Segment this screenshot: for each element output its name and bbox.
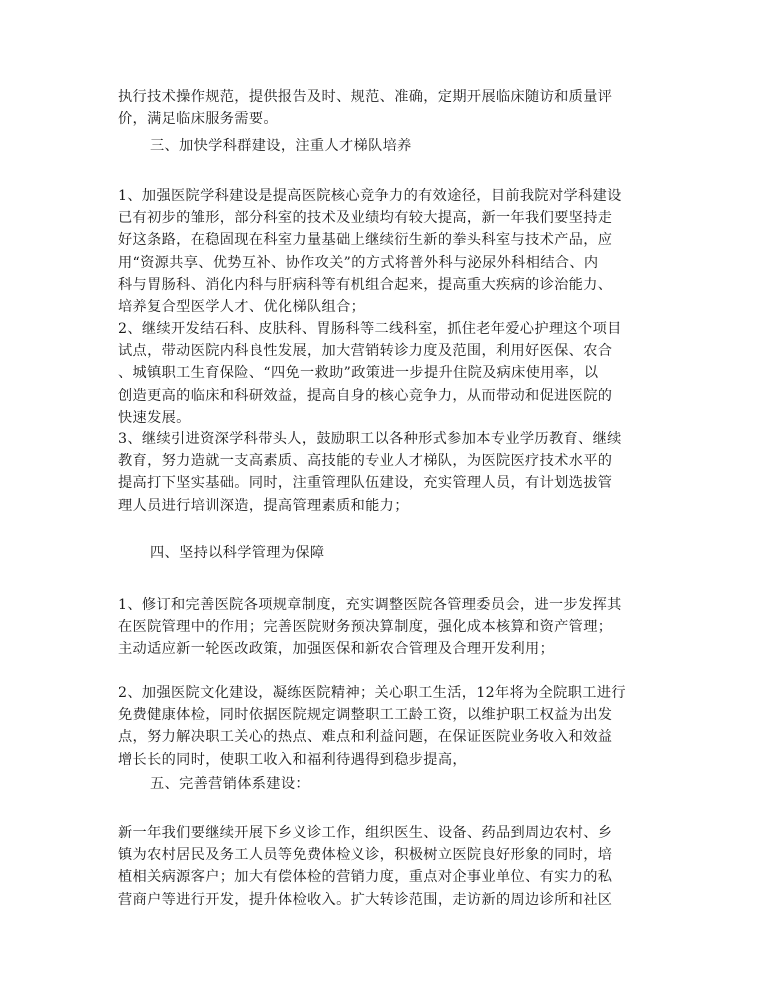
text-line: 增长长的同时，使职工收入和福利待遇得到稳步提高， xyxy=(118,751,467,768)
text-line: 1、加强医院学科建设是提高医院核心竞争力的有效途径，目前我院对学科建设 xyxy=(118,188,622,204)
text-line: 2、加强医院文化建设，凝练医院精神；关心职工生活，12年将为全院职工进行 xyxy=(118,685,626,701)
text-line: 创造更高的临床和科研效益，提高自身的核心竞争力，从而带动和促进医院的 xyxy=(118,387,613,404)
section-heading-5: 五、完善营销体系建设： xyxy=(150,776,310,792)
text-line: 点，努力解决职工关心的热点、难点和利益问题，在保证医院业务收入和效益 xyxy=(118,729,613,746)
text-line: 主动适应新一轮医改政策，加强医保和新农合管理及合理开发利用； xyxy=(118,641,555,658)
text-line: 免费健康体检，同时依据医院规定调整职工工龄工资，以维护职工权益为出发 xyxy=(118,707,613,724)
text-line: 已有初步的雏形，部分科室的技术及业绩均有较大提高，新一年我们要坚持走 xyxy=(118,210,613,227)
text-line: 新一年我们要继续开展下乡义诊工作，组织医生、设备、药品到周边农村、乡 xyxy=(118,825,613,841)
text-line: 营商户等进行开发，提升体检收入。扩大转诊范围，走访新的周边诊所和社区 xyxy=(118,891,613,908)
section-heading-3: 三、加快学科群建设，注重人才梯队培养 xyxy=(150,138,412,154)
paragraph-management-2 xyxy=(118,682,663,771)
text-line: 用“资源共享、优势互补、协作攻关”的方式将普外科与泌尿外科相结合、内 xyxy=(118,254,599,271)
text-line: 教育，努力造就一支高素质、高技能的专业人才梯队，为医院医疗技术水平的 xyxy=(118,453,613,470)
text-line: 1、修订和完善医院各项规章制度，充实调整医院各管理委员会，进一步发挥其 xyxy=(118,597,622,613)
text-line: 理人员进行培训深造，提高管理素质和能力； xyxy=(118,497,409,514)
text-line: 提高打下坚实基础。同时，注重管理队伍建设，充实管理人员，有计划选拔管 xyxy=(118,475,613,492)
text-line: 快速发展。 xyxy=(118,409,191,426)
paragraph-marketing xyxy=(118,822,663,911)
paragraph-discipline-1 xyxy=(118,185,663,318)
text-line: 科与胃肠科、消化内科与肝病科等有机组合起来，提高重大疾病的诊治能力、 xyxy=(118,276,613,293)
text-line: 2、继续开发结石科、皮肤科、胃肠科等二线科室，抓住老年爱心护理这个项目 xyxy=(118,321,622,337)
paragraph-discipline-3 xyxy=(118,428,663,517)
section-heading-4: 四、坚持以科学管理为保障 xyxy=(150,545,325,561)
text-line: 、城镇职工生育保险、“四免一救助”政策进一步提升住院及病床使用率，以 xyxy=(118,365,599,382)
text-line: 价，满足临床服务需要。 xyxy=(118,111,278,128)
text-line: 执行技术操作规范，提供报告及时、规范、准确，定期开展临床随访和质量评 xyxy=(118,89,613,105)
text-line: 植相关病源客户；加大有偿体检的营销力度，重点对企事业单位、有实力的私 xyxy=(118,869,613,886)
text-line: 镇为农村居民及务工人员等免费体检义诊，积极树立医院良好形象的同时，培 xyxy=(118,847,613,864)
text-line: 培养复合型医学人才、优化梯队组合； xyxy=(118,299,366,316)
paragraph-intro xyxy=(118,86,663,130)
text-line: 在医院管理中的作用；完善医院财务预决算制度，强化成本核算和资产管理； xyxy=(118,619,613,636)
text-line: 3、继续引进资深学科带头人，鼓励职工以各种形式参加本专业学历教育、继续 xyxy=(118,431,622,447)
paragraph-discipline-2 xyxy=(118,318,663,429)
text-line: 好这条路，在稳固现在科室力量基础上继续衍生新的拳头科室与技术产品，应 xyxy=(118,232,613,249)
text-line: 试点，带动医院内科良性发展，加大营销转诊力度及范围，利用好医保、农合 xyxy=(118,343,613,360)
paragraph-management-1 xyxy=(118,594,663,661)
